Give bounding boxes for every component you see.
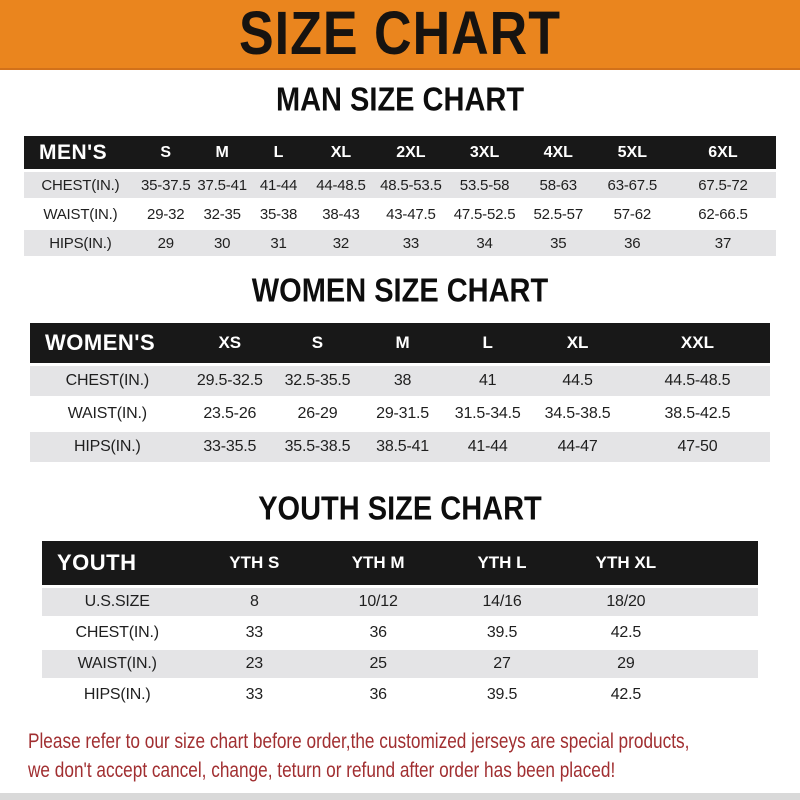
size-value-cell: 23.5-26 — [203, 405, 257, 422]
size-value-cell: 53.5-58 — [459, 176, 510, 194]
table-row — [42, 588, 758, 616]
size-column-header: XXL — [625, 323, 770, 363]
size-value-cell: 25 — [369, 655, 387, 672]
filler-cell — [688, 541, 758, 585]
size-value-cell: 42.5 — [610, 686, 642, 703]
size-value-cell: 29 — [157, 234, 174, 252]
size-value-cell: 39.5 — [486, 624, 518, 641]
size-column-header: S — [275, 323, 360, 363]
youth-section-heading-text: YOUTH SIZE CHART — [258, 490, 542, 528]
table-corner-label: WOMEN'S — [30, 323, 185, 363]
header-row — [42, 541, 758, 585]
size-value-cell: 33 — [245, 624, 263, 641]
size-value-cell: 38 — [393, 372, 412, 389]
size-value-cell: 58-63 — [539, 176, 577, 194]
row-label: HIPS(IN.) — [74, 438, 141, 455]
size-value-cell: 47.5-52.5 — [453, 205, 516, 223]
row-label: CHEST(IN.) — [41, 176, 120, 194]
header-row — [24, 136, 776, 169]
size-column-header: YTH M — [316, 541, 440, 585]
size-value-cell: 33-35.5 — [203, 438, 257, 455]
size-column-header: S — [137, 136, 195, 169]
size-value-cell: 35-38 — [259, 205, 298, 223]
size-value-cell: 32 — [332, 234, 350, 252]
size-value-cell: 52.5-57 — [533, 205, 583, 223]
size-column-header: L — [445, 323, 530, 363]
disclaimer — [0, 727, 800, 785]
size-value-cell: 34 — [476, 234, 493, 252]
size-value-cell: 38.5-42.5 — [664, 405, 731, 422]
size-value-cell: 42.5 — [610, 624, 642, 641]
size-value-cell: 35-37.5 — [141, 176, 191, 194]
size-value-cell: 27 — [493, 655, 511, 672]
size-value-cell: 32-35 — [203, 205, 241, 223]
size-value-cell: 26-29 — [297, 405, 338, 422]
size-value-cell: 29-32 — [147, 205, 185, 223]
size-value-cell: 31 — [270, 234, 287, 252]
table-row — [30, 399, 770, 429]
table-row — [30, 366, 770, 396]
size-value-cell: 47-50 — [677, 438, 718, 455]
row-label: HIPS(IN.) — [49, 234, 112, 252]
size-value-cell: 23 — [245, 655, 263, 672]
row-label: U.S.SIZE — [84, 593, 150, 610]
size-column-header: YTH L — [440, 541, 564, 585]
size-value-cell: 32.5-35.5 — [284, 372, 351, 389]
size-column-header: XL — [307, 136, 374, 169]
row-label: WAIST(IN.) — [77, 655, 157, 672]
size-value-cell: 36 — [369, 686, 387, 703]
size-value-cell: 8 — [249, 593, 259, 610]
filler-cell — [688, 650, 758, 678]
table-row — [42, 619, 758, 647]
size-column-header: 4XL — [522, 136, 595, 169]
table-row — [42, 650, 758, 678]
row-label: WAIST(IN.) — [43, 205, 118, 223]
women-section-heading-text: WOMEN SIZE CHART — [251, 272, 549, 310]
size-value-cell: 30 — [213, 234, 231, 252]
size-column-header: 6XL — [670, 136, 776, 169]
size-value-cell: 38-43 — [322, 205, 360, 223]
table-row — [24, 230, 776, 256]
size-value-cell: 35 — [550, 234, 567, 252]
bottom-edge-strip — [0, 793, 800, 800]
size-value-cell: 63-67.5 — [607, 176, 658, 194]
size-value-cell: 44-47 — [557, 438, 598, 455]
size-value-cell: 41-44 — [259, 176, 298, 194]
size-value-cell: 14/16 — [482, 593, 522, 610]
size-value-cell: 34.5-38.5 — [544, 405, 611, 422]
size-column-header: M — [360, 323, 445, 363]
men-section-heading — [0, 81, 800, 119]
size-value-cell: 36 — [369, 624, 387, 641]
row-label: HIPS(IN.) — [83, 686, 151, 703]
size-value-cell: 44-48.5 — [316, 176, 366, 194]
row-label: WAIST(IN.) — [67, 405, 147, 422]
filler-cell — [688, 619, 758, 647]
size-value-cell: 18/20 — [606, 593, 646, 610]
table-row — [24, 201, 776, 227]
row-label: CHEST(IN.) — [65, 372, 149, 389]
size-column-header: 2XL — [374, 136, 447, 169]
table-row — [42, 681, 758, 709]
header-row — [30, 323, 770, 363]
youth-size-table — [42, 538, 758, 712]
youth-section-heading — [0, 490, 800, 528]
banner-title: SIZE CHART — [239, 0, 561, 69]
size-chart-banner — [0, 0, 800, 70]
size-value-cell: 33 — [245, 686, 263, 703]
size-value-cell: 44.5-48.5 — [664, 372, 731, 389]
size-value-cell: 57-62 — [613, 205, 651, 223]
size-column-header: 5XL — [595, 136, 670, 169]
size-value-cell: 41-44 — [467, 438, 508, 455]
size-value-cell: 36 — [624, 234, 641, 252]
size-column-header: M — [195, 136, 250, 169]
table-corner-label: MEN'S — [24, 136, 137, 169]
disclaimer-line: we don't accept cancel, change, teturn or refund after order has been placed! — [28, 759, 616, 782]
men-size-table — [24, 133, 776, 259]
table-row — [24, 172, 776, 198]
table-corner-label: YOUTH — [42, 541, 192, 585]
disclaimer-line: Please refer to our size chart before order,the customized jerseys are special products, — [28, 730, 690, 753]
size-column-header: YTH S — [192, 541, 316, 585]
size-value-cell: 35.5-38.5 — [284, 438, 351, 455]
size-column-header: XL — [530, 323, 625, 363]
size-value-cell: 38.5-41 — [376, 438, 429, 455]
size-column-header: XS — [185, 323, 275, 363]
size-chart-body — [0, 81, 800, 785]
table-row — [30, 432, 770, 462]
size-value-cell: 29.5-32.5 — [196, 372, 263, 389]
size-value-cell: 43-47.5 — [386, 205, 436, 223]
size-value-cell: 37.5-41 — [197, 176, 247, 194]
size-value-cell: 41 — [478, 372, 497, 389]
size-value-cell: 29-31.5 — [376, 405, 429, 422]
men-section-heading-text: MAN SIZE CHART — [275, 81, 525, 119]
row-label: CHEST(IN.) — [75, 624, 159, 641]
size-column-header: 3XL — [447, 136, 521, 169]
size-value-cell: 48.5-53.5 — [380, 176, 442, 194]
size-value-cell: 10/12 — [358, 593, 398, 610]
filler-cell — [688, 681, 758, 709]
size-value-cell: 62-66.5 — [698, 205, 748, 223]
size-value-cell: 29 — [617, 655, 635, 672]
size-value-cell: 44.5 — [562, 372, 593, 389]
women-size-table — [30, 320, 770, 465]
size-value-cell: 37 — [714, 234, 732, 252]
size-column-header: YTH XL — [564, 541, 688, 585]
size-value-cell: 31.5-34.5 — [454, 405, 521, 422]
size-value-cell: 33 — [402, 234, 419, 252]
size-value-cell: 67.5-72 — [698, 176, 748, 194]
women-section-heading — [0, 272, 800, 310]
size-value-cell: 39.5 — [486, 686, 518, 703]
filler-cell — [688, 588, 758, 616]
size-column-header: L — [250, 136, 308, 169]
